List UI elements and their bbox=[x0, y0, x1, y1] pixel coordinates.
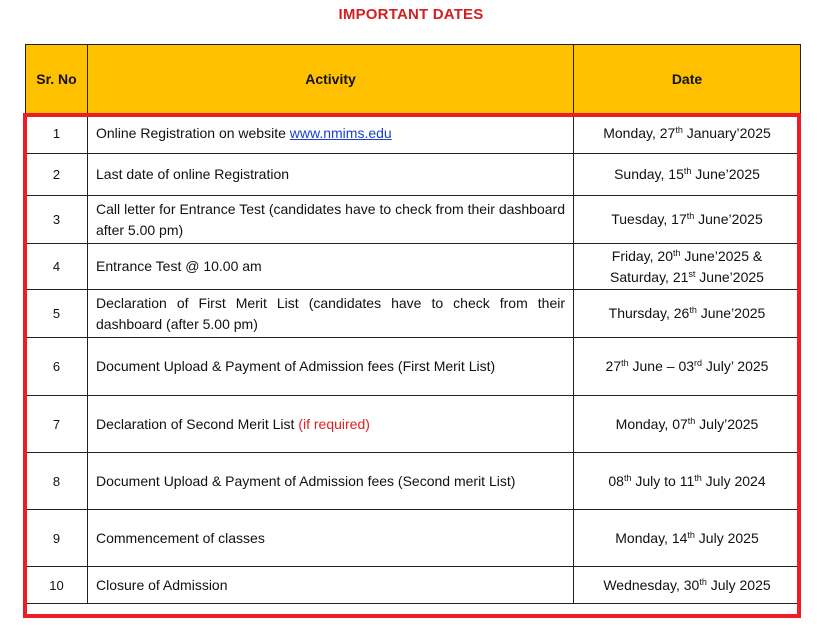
row-activity bbox=[88, 396, 574, 453]
row-date bbox=[574, 290, 801, 338]
row-date bbox=[574, 196, 801, 244]
date-suffix: th bbox=[621, 358, 629, 368]
row-date bbox=[574, 338, 801, 396]
date-text: Tuesday, 17 bbox=[611, 211, 687, 227]
row-sr-no: 3 bbox=[26, 196, 88, 244]
table-row bbox=[26, 510, 801, 567]
date-suffix: th bbox=[687, 529, 695, 540]
date-text: June – 03 bbox=[628, 358, 695, 374]
date-suffix: th bbox=[675, 125, 683, 135]
date-text: Monday, 14 bbox=[615, 529, 688, 546]
row-date bbox=[574, 114, 801, 154]
row-sr-no: 4 bbox=[26, 244, 88, 290]
table-row bbox=[26, 396, 801, 453]
date-suffix: th bbox=[689, 305, 697, 315]
date-text: June’2025 & bbox=[680, 247, 763, 264]
date-suffix: st bbox=[688, 268, 696, 279]
date-text: July’2025 bbox=[695, 415, 759, 432]
date-text: Monday, 07 bbox=[615, 415, 688, 432]
activity-text: Declaration of Second Merit List bbox=[96, 415, 299, 432]
table-row bbox=[26, 338, 801, 396]
row-activity: Document Upload & Payment of Admission fees (First Merit List) bbox=[88, 338, 574, 396]
row-sr-no: 5 bbox=[26, 290, 88, 338]
date-text: July’ 2025 bbox=[702, 358, 769, 374]
row-activity: Commencement of classes bbox=[88, 510, 574, 567]
row-activity bbox=[88, 114, 574, 154]
date-suffix: th bbox=[699, 576, 707, 587]
row-date bbox=[574, 396, 801, 453]
date-text: July 2024 bbox=[701, 472, 766, 489]
date-suffix: th bbox=[672, 247, 681, 258]
row-activity: Declaration of First Merit List (candidates have to check from their dashboard (after 5.00 pm) bbox=[88, 290, 574, 338]
table-row bbox=[26, 453, 801, 510]
date-text: 08 bbox=[608, 472, 624, 489]
row-sr-no: 2 bbox=[26, 154, 88, 196]
table-header-row bbox=[26, 45, 801, 114]
row-date bbox=[574, 244, 801, 290]
date-text: Sunday, 15 bbox=[614, 166, 684, 182]
row-sr-no: 6 bbox=[26, 338, 88, 396]
date-text: Saturday, 21 bbox=[610, 268, 689, 285]
row-sr-no: 7 bbox=[26, 396, 88, 453]
date-text: July to 11 bbox=[631, 472, 695, 489]
date-text: 27 bbox=[605, 358, 622, 374]
table-row bbox=[26, 567, 801, 604]
table-row bbox=[26, 290, 801, 338]
important-dates-table-wrapper bbox=[25, 44, 800, 604]
table-row bbox=[26, 244, 801, 290]
date-text: Friday, 20 bbox=[611, 247, 673, 264]
row-sr-no: 8 bbox=[26, 453, 88, 510]
date-suffix: th bbox=[683, 166, 692, 176]
row-activity: Document Upload & Payment of Admission fees (Second merit List) bbox=[88, 453, 574, 510]
row-date bbox=[574, 510, 801, 567]
activity-text: Online Registration on website bbox=[96, 125, 290, 141]
header-date: Date bbox=[574, 45, 801, 114]
row-activity: Entrance Test @ 10.00 am bbox=[88, 244, 574, 290]
if-required-note: (if required) bbox=[298, 415, 370, 432]
header-activity: Activity bbox=[88, 45, 574, 114]
important-dates-table bbox=[25, 44, 801, 604]
page-title: IMPORTANT DATES bbox=[338, 6, 484, 23]
row-activity: Last date of online Registration bbox=[88, 154, 574, 196]
row-activity: Closure of Admission bbox=[88, 567, 574, 604]
date-text: June’2025 bbox=[695, 268, 764, 285]
table-row bbox=[26, 154, 801, 196]
date-suffix: th bbox=[687, 415, 696, 426]
date-text: Monday, 27 bbox=[603, 125, 676, 141]
row-date bbox=[574, 453, 801, 510]
date-text: June’2025 bbox=[691, 166, 760, 182]
date-suffix: th bbox=[686, 211, 695, 221]
table-row bbox=[26, 114, 801, 154]
date-text: June’2025 bbox=[696, 305, 766, 321]
date-text: Thursday, 26 bbox=[608, 305, 690, 321]
row-sr-no: 1 bbox=[26, 114, 88, 154]
date-suffix: th bbox=[623, 472, 632, 483]
date-suffix: th bbox=[694, 472, 702, 483]
date-text: January’2025 bbox=[682, 125, 771, 141]
row-date bbox=[574, 567, 801, 604]
row-sr-no: 9 bbox=[26, 510, 88, 567]
date-text: Wednesday, 30 bbox=[603, 576, 700, 593]
row-activity: Call letter for Entrance Test (candidates have to check from their dashboard after 5.00 pm) bbox=[88, 196, 574, 244]
table-row bbox=[26, 196, 801, 244]
row-sr-no: 10 bbox=[26, 567, 88, 604]
website-link[interactable]: www.nmims.edu bbox=[289, 125, 392, 141]
date-suffix: rd bbox=[694, 358, 703, 368]
header-sr-no: Sr. No bbox=[26, 45, 88, 114]
date-text: July 2025 bbox=[706, 576, 771, 593]
date-text: June’2025 bbox=[694, 211, 763, 227]
row-date bbox=[574, 154, 801, 196]
date-text: July 2025 bbox=[694, 529, 759, 546]
